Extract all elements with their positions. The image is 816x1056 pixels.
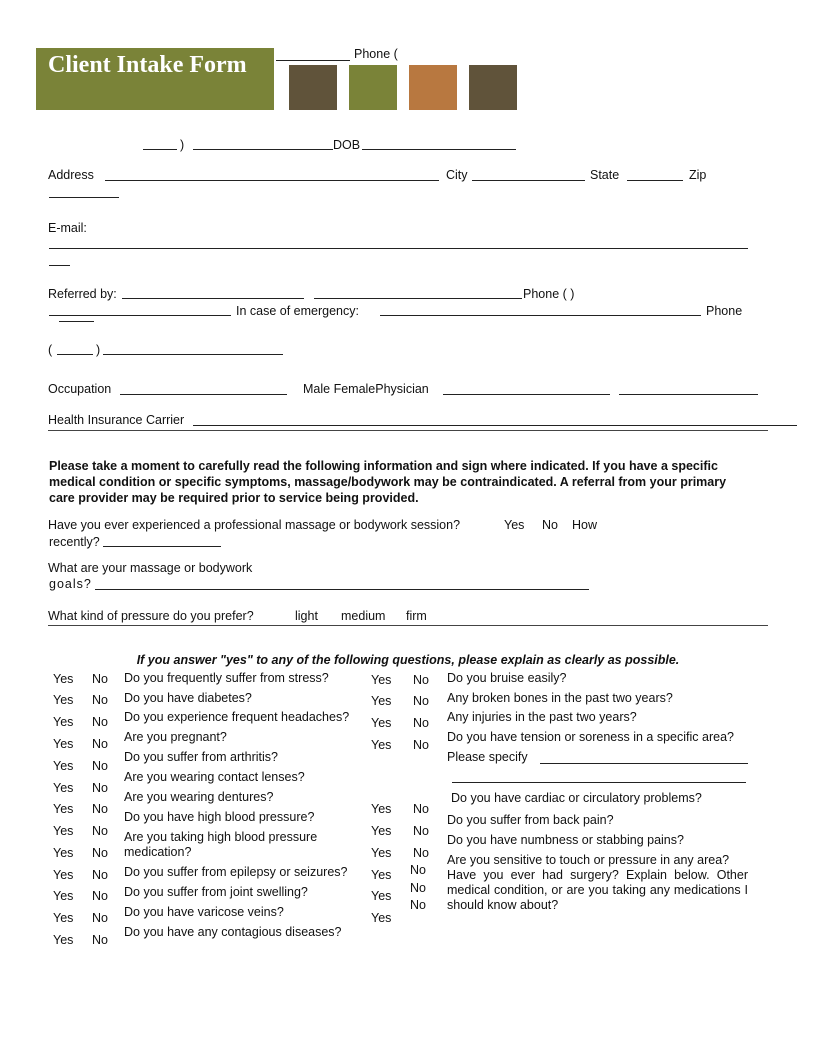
pressure-light[interactable]: light xyxy=(295,609,318,623)
goals-label-1: What are your massage or bodywork xyxy=(48,561,253,575)
email-field[interactable] xyxy=(49,248,748,249)
emergency-field[interactable] xyxy=(380,315,701,316)
male-female-physician-label: Male FemalePhysician xyxy=(303,382,429,396)
no-option[interactable]: No xyxy=(413,716,429,730)
no-option[interactable]: No xyxy=(92,715,108,729)
pressure-question: What kind of pressure do you prefer? xyxy=(48,609,254,623)
no-option[interactable]: No xyxy=(413,673,429,687)
phone-area-field[interactable] xyxy=(143,149,177,150)
question-tension: Do you have tension or soreness in a specific area? xyxy=(447,730,734,744)
no-option[interactable]: No xyxy=(92,737,108,751)
question-varicose-veins: Do you have varicose veins? xyxy=(124,905,284,919)
experienced-yes[interactable]: Yes xyxy=(504,518,525,532)
insurance-field[interactable] xyxy=(193,425,797,426)
yes-option[interactable]: Yes xyxy=(53,802,74,816)
question-injuries: Any injuries in the past two years? xyxy=(447,710,637,724)
yes-option[interactable]: Yes xyxy=(53,737,74,751)
referred-by-field[interactable] xyxy=(122,298,304,299)
no-option[interactable]: No xyxy=(92,781,108,795)
no-option[interactable]: No xyxy=(413,846,429,860)
address-label: Address xyxy=(48,168,94,182)
explain-heading: If you answer "yes" to any of the following questions, please explain as clearly as possible. xyxy=(136,653,680,667)
phone-number-field[interactable] xyxy=(193,149,333,150)
question-bruise: Do you bruise easily? xyxy=(447,671,567,685)
divider xyxy=(48,430,768,431)
pressure-firm[interactable]: firm xyxy=(406,609,427,623)
no-option[interactable]: No xyxy=(92,911,108,925)
email-label: E-mail: xyxy=(48,221,87,235)
recently-label: recently? xyxy=(49,535,100,549)
no-option[interactable]: No xyxy=(92,802,108,816)
question-joint-swelling: Do you suffer from joint swelling? xyxy=(124,885,308,899)
yes-option[interactable]: Yes xyxy=(371,738,392,752)
question-cardiac: Do you have cardiac or circulatory problems? xyxy=(451,791,702,805)
goals-field[interactable] xyxy=(95,589,589,590)
zip-label: Zip xyxy=(689,168,707,182)
no-option[interactable]: No xyxy=(92,933,108,947)
yes-option[interactable]: Yes xyxy=(371,824,392,838)
specify-field[interactable] xyxy=(540,763,748,764)
occupation-field[interactable] xyxy=(120,394,287,395)
yes-option[interactable]: Yes xyxy=(53,824,74,838)
state-label: State xyxy=(590,168,620,182)
yes-option[interactable]: Yes xyxy=(371,846,392,860)
specify-field-2[interactable] xyxy=(452,782,746,783)
yes-option[interactable]: Yes xyxy=(53,693,74,707)
yes-option[interactable]: Yes xyxy=(371,911,392,925)
physician-field[interactable] xyxy=(443,394,610,395)
no-option[interactable]: No xyxy=(410,898,426,912)
goals-label-2: goals? xyxy=(49,577,92,591)
question-pregnant: Are you pregnant? xyxy=(124,730,227,744)
question-sensitive: Are you sensitive to touch or pressure in any area? xyxy=(447,853,730,867)
no-option[interactable]: No xyxy=(92,846,108,860)
insurance-label: Health Insurance Carrier xyxy=(48,413,185,427)
yes-option[interactable]: Yes xyxy=(371,694,392,708)
emergency-label: In case of emergency: xyxy=(236,304,359,318)
question-broken-bones: Any broken bones in the past two years? xyxy=(447,691,673,705)
question-diabetes: Do you have diabetes? xyxy=(124,691,252,705)
pressure-line xyxy=(48,625,768,626)
yes-option[interactable]: Yes xyxy=(53,868,74,882)
no-option[interactable]: No xyxy=(410,881,426,895)
decor-square-orange xyxy=(409,65,457,110)
yes-option[interactable]: Yes xyxy=(371,802,392,816)
no-option[interactable]: No xyxy=(92,693,108,707)
question-numbness: Do you have numbness or stabbing pains? xyxy=(447,833,684,847)
decor-square-olive xyxy=(349,65,397,110)
question-surgery: Have you ever had surgery? Explain below. Other medical condition, or are you taking any medications I should know about? xyxy=(447,868,748,912)
referred-by-label: Referred by: xyxy=(48,287,117,301)
question-dentures: Are you wearing dentures? xyxy=(124,790,274,804)
referrer-field[interactable] xyxy=(314,298,522,299)
yes-option[interactable]: Yes xyxy=(371,868,392,882)
dob-field[interactable] xyxy=(362,149,516,150)
zip-field[interactable] xyxy=(49,197,119,198)
question-bp-medication: Are you taking high blood pressure medication? xyxy=(124,830,318,859)
open-paren: ( xyxy=(48,343,53,357)
decor-square-brown-1 xyxy=(289,65,337,110)
city-field[interactable] xyxy=(472,180,585,181)
no-option[interactable]: No xyxy=(92,672,108,686)
occupation-label: Occupation xyxy=(48,382,112,396)
state-field[interactable] xyxy=(627,180,683,181)
question-high-blood-pressure: Do you have high blood pressure? xyxy=(124,810,315,824)
recently-field[interactable] xyxy=(103,546,221,547)
close-paren: ) xyxy=(96,343,101,357)
referrer-phone-field-b[interactable] xyxy=(59,321,94,322)
phone-label-top: Phone ( xyxy=(354,47,398,61)
emergency-area-field[interactable] xyxy=(57,354,93,355)
referrer-phone-field[interactable] xyxy=(49,315,231,316)
email-field-cont[interactable] xyxy=(49,265,70,266)
no-option[interactable]: No xyxy=(413,694,429,708)
yes-option[interactable]: Yes xyxy=(53,933,74,947)
city-label: City xyxy=(446,168,468,182)
no-option[interactable]: No xyxy=(92,759,108,773)
no-option[interactable]: No xyxy=(92,889,108,903)
yes-option[interactable]: Yes xyxy=(371,889,392,903)
no-option[interactable]: No xyxy=(92,824,108,838)
yes-option[interactable]: Yes xyxy=(53,672,74,686)
dob-label: DOB xyxy=(333,138,361,152)
name-field[interactable] xyxy=(276,60,350,61)
referrer-phone-label: Phone ( ) xyxy=(523,287,575,301)
yes-option[interactable]: Yes xyxy=(53,911,74,925)
yes-option[interactable]: Yes xyxy=(53,715,74,729)
paren-close: ) xyxy=(180,138,185,152)
decor-square-brown-2 xyxy=(469,65,517,110)
no-option[interactable]: No xyxy=(413,738,429,752)
no-option[interactable]: No xyxy=(413,824,429,838)
question-contact-lenses: Are you wearing contact lenses? xyxy=(124,770,305,784)
emergency-phone-field[interactable] xyxy=(103,354,283,355)
question-back-pain: Do you suffer from back pain? xyxy=(447,813,614,827)
no-option[interactable]: No xyxy=(410,863,426,877)
yes-option[interactable]: Yes xyxy=(371,716,392,730)
address-field[interactable] xyxy=(105,180,439,181)
question-contagious: Do you have any contagious diseases? xyxy=(124,925,342,939)
emergency-phone-label: Phone xyxy=(706,304,743,318)
experienced-no[interactable]: No xyxy=(542,518,558,532)
yes-option[interactable]: Yes xyxy=(53,889,74,903)
question-headaches: Do you experience frequent headaches? xyxy=(124,710,350,724)
physician-phone-field[interactable] xyxy=(619,394,758,395)
no-option[interactable]: No xyxy=(413,802,429,816)
no-option[interactable]: No xyxy=(92,868,108,882)
question-epilepsy: Do you suffer from epilepsy or seizures? xyxy=(124,865,348,879)
yes-option[interactable]: Yes xyxy=(53,781,74,795)
notice-paragraph: Please take a moment to carefully read the following information and sign where indicated. If you have a specific medical condition or specific symptoms, massage/bodywork may be contraindicated. A referral from your primary care provider may be required prior to service being provided. xyxy=(49,459,727,505)
yes-option[interactable]: Yes xyxy=(53,846,74,860)
yes-option[interactable]: Yes xyxy=(53,759,74,773)
how-label: How xyxy=(572,518,598,532)
yes-option[interactable]: Yes xyxy=(371,673,392,687)
question-stress: Do you frequently suffer from stress? xyxy=(124,671,329,685)
experienced-question: Have you ever experienced a professional massage or bodywork session? xyxy=(48,518,461,532)
pressure-medium[interactable]: medium xyxy=(341,609,386,623)
form-title: Client Intake Form xyxy=(48,52,247,78)
question-arthritis: Do you suffer from arthritis? xyxy=(124,750,278,764)
please-specify-label: Please specify xyxy=(447,750,528,764)
